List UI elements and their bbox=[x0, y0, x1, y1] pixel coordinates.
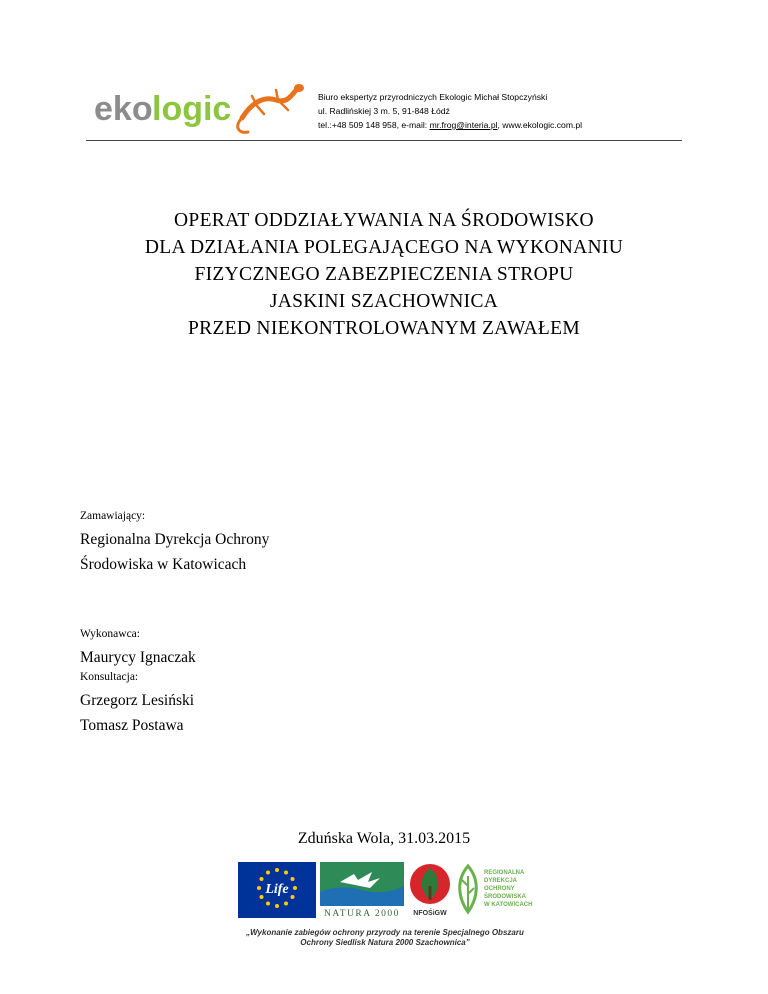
logo-text-logic: logic bbox=[152, 90, 232, 128]
place-date: Zduńska Wola, 31.03.2015 bbox=[297, 830, 471, 847]
consultation-label: Konsultacja: bbox=[80, 671, 139, 683]
nfos-text: NFOŚiGW bbox=[413, 910, 447, 917]
company-info bbox=[318, 90, 582, 132]
project-note-line1: „Wykonanie zabiegów ochrony przyrody na terenie Specjalnego Obszaru bbox=[246, 928, 524, 937]
project-note bbox=[200, 928, 570, 948]
title-line: JASKINI SZACHOWNICA bbox=[269, 291, 499, 312]
rdos-text: W KATOWICACH bbox=[484, 902, 533, 908]
company-address: ul. Radlińskiej 3 m. 5, 91-848 Łódź bbox=[318, 106, 450, 116]
title-line: PRZED NIEKONTROLOWANYM ZAWAŁEM bbox=[188, 318, 580, 339]
rdos-logo bbox=[456, 862, 536, 918]
document-title bbox=[60, 207, 708, 342]
gecko-icon bbox=[238, 84, 304, 132]
title-line: DLA DZIAŁANIA POLEGAJĄCEGO NA WYKONANIU bbox=[144, 237, 624, 258]
rdos-text: ŚRODOWISKA bbox=[484, 894, 526, 900]
consultant-name: Grzegorz Lesiński bbox=[80, 692, 195, 709]
project-note-line2: Ochrony Siedlisk Natura 2000 Szachownica” bbox=[300, 938, 470, 947]
consultant-name: Tomasz Postawa bbox=[80, 717, 184, 734]
client-name-line1: Regionalna Dyrekcja Ochrony bbox=[80, 531, 270, 548]
title-line: OPERAT ODDZIAŁYWANIA NA ŚRODOWISKO bbox=[174, 210, 594, 231]
client-name-line2: Środowiska w Katowicach bbox=[80, 556, 247, 573]
company-name: Biuro ekspertyz przyrodniczych Ekologic Michał Stopczyński bbox=[318, 92, 548, 102]
contractor-label: Wykonawca: bbox=[80, 628, 140, 640]
client-label: Zamawiający: bbox=[80, 510, 146, 522]
company-contact: tel.:+48 509 148 958, e-mail: mr.frog@interia.pl, www.ekologic.com.pl bbox=[318, 120, 583, 130]
rdos-text: DYREKCJA bbox=[484, 878, 518, 884]
email-link[interactable]: mr.frog@interia.pl bbox=[429, 120, 498, 130]
title-line: FIZYCZNEGO ZABEZPIECZENIA STROPU bbox=[194, 264, 574, 285]
rdos-text: REGIONALNA bbox=[484, 870, 525, 876]
rdos-text: OCHRONY bbox=[484, 886, 515, 892]
nfosigw-logo bbox=[408, 862, 452, 918]
eu-life-logo bbox=[238, 862, 316, 918]
natura-text: NATURA 2000 bbox=[324, 909, 400, 918]
contractor-name: Maurycy Ignaczak bbox=[80, 649, 196, 666]
ekologic-logo bbox=[92, 82, 307, 140]
life-text: Life bbox=[265, 882, 289, 897]
header-divider bbox=[86, 140, 682, 141]
logo-text-eko: eko bbox=[94, 90, 153, 128]
natura-2000-logo bbox=[320, 862, 404, 918]
